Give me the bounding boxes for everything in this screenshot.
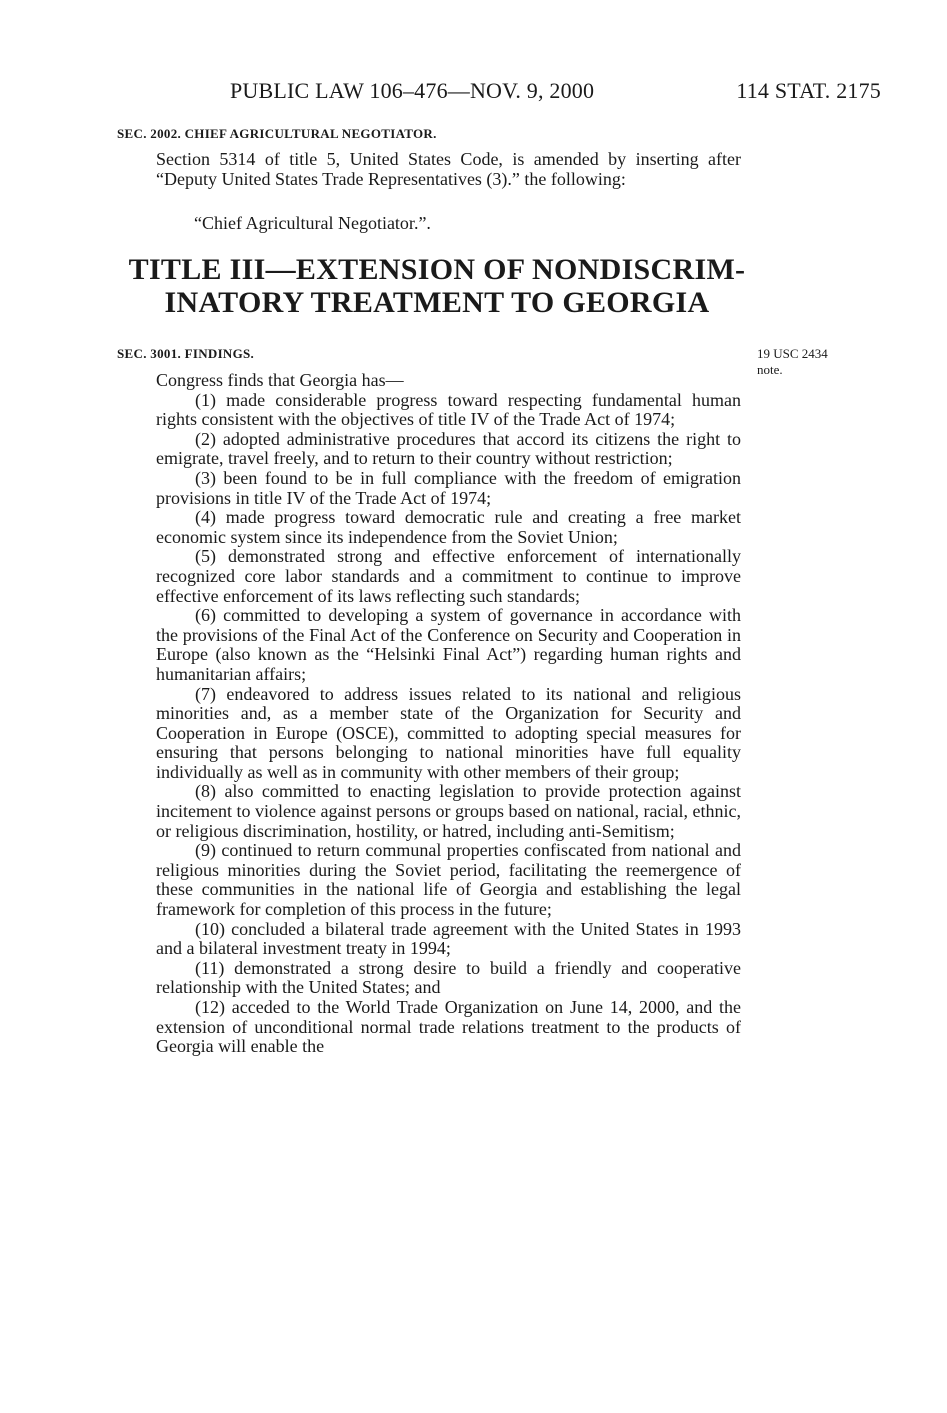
margin-note (757, 346, 828, 378)
sec-2002-text (156, 150, 741, 189)
finding-item: (8) also committed to enacting legislation to provide protection against incitement to violence against persons or groups based on national, racial, ethnic, or religious discrimination, hostility, or hatred, including anti-Semitism; (156, 781, 741, 841)
running-head-right: 114 STAT. 2175 (736, 78, 881, 103)
title-iii-heading (117, 253, 757, 319)
finding-item: (12) acceded to the World Trade Organization on June 14, 2000, and the extension of unconditional normal trade relations treatment to the products of Georgia will enable the (156, 997, 741, 1057)
finding-item: (6) committed to developing a system of governance in accordance with the provisions of the Final Act of the Conference on Security and Cooperation in Europe (also known as the “Helsinki Final Act”) regarding human rights and humanitarian affairs; (156, 605, 741, 684)
title-line-2: INATORY TREATMENT TO GEORGIA (164, 286, 710, 319)
finding-item: (1) made considerable progress toward respecting fundamental human rights consistent with the objectives of title IV of the Trade Act of 1974; (156, 389, 741, 430)
sec-2002-text-content: Section 5314 of title 5, United States Code, is amended by inserting after “Deputy United States Trade Representatives (3).” the following: (156, 149, 741, 189)
findings-list (156, 371, 741, 1057)
finding-item: (9) continued to return communal properties confiscated from national and religious minorities during the Soviet period, facilitating the reemergence of these communities in the national life of Georgia and establishing the legal framework for completion of this process in the future; (156, 840, 741, 920)
finding-item: (2) adopted administrative procedures that accord its citizens the right to emigrate, travel freely, and to return to their country without restriction; (156, 428, 741, 469)
sec-2002-body (156, 150, 741, 189)
finding-item: (3) been found to be in full compliance with the freedom of emigration provisions in title IV of the Trade Act of 1974; (156, 467, 741, 508)
finding-item: (10) concluded a bilateral trade agreement with the United States in 1993 and a bilateral investment treaty in 1994; (156, 918, 741, 959)
sec-2002-heading: SEC. 2002. CHIEF AGRICULTURAL NEGOTIATOR. (117, 126, 437, 141)
finding-item: (5) demonstrated strong and effective enforcement of internationally recognized core labor standards and a commitment to continue to improve effective enforcement of its laws reflecting such standards; (156, 546, 741, 606)
title-line-1: TITLE III—EXTENSION OF NONDISCRIM- (128, 253, 746, 286)
finding-item: (7) endeavored to address issues related to its national and religious minorities and, as a member state of the Organization for Security and Cooperation in Europe (OSCE), committed to adopting special measures for ensuring that persons belonging to national minorities have full equality individually as well as in community with other members of their group; (156, 683, 741, 782)
findings-intro: Congress finds that Georgia has— (156, 370, 404, 390)
sec-3001-heading: SEC. 3001. FINDINGS. (117, 346, 255, 361)
margin-note-line-2: note. (757, 362, 783, 377)
finding-item: (11) demonstrated a strong desire to build a friendly and cooperative relationship with the United States; and (156, 957, 741, 998)
sec-2002-quote: “Chief Agricultural Negotiator.”. (194, 213, 431, 233)
margin-note-line-1: 19 USC 2434 (757, 346, 828, 361)
running-head-left: PUBLIC LAW 106–476—NOV. 9, 2000 (230, 78, 595, 103)
finding-item: (4) made progress toward democratic rule and creating a free market economic system since its independence from the Soviet Union; (156, 507, 741, 547)
